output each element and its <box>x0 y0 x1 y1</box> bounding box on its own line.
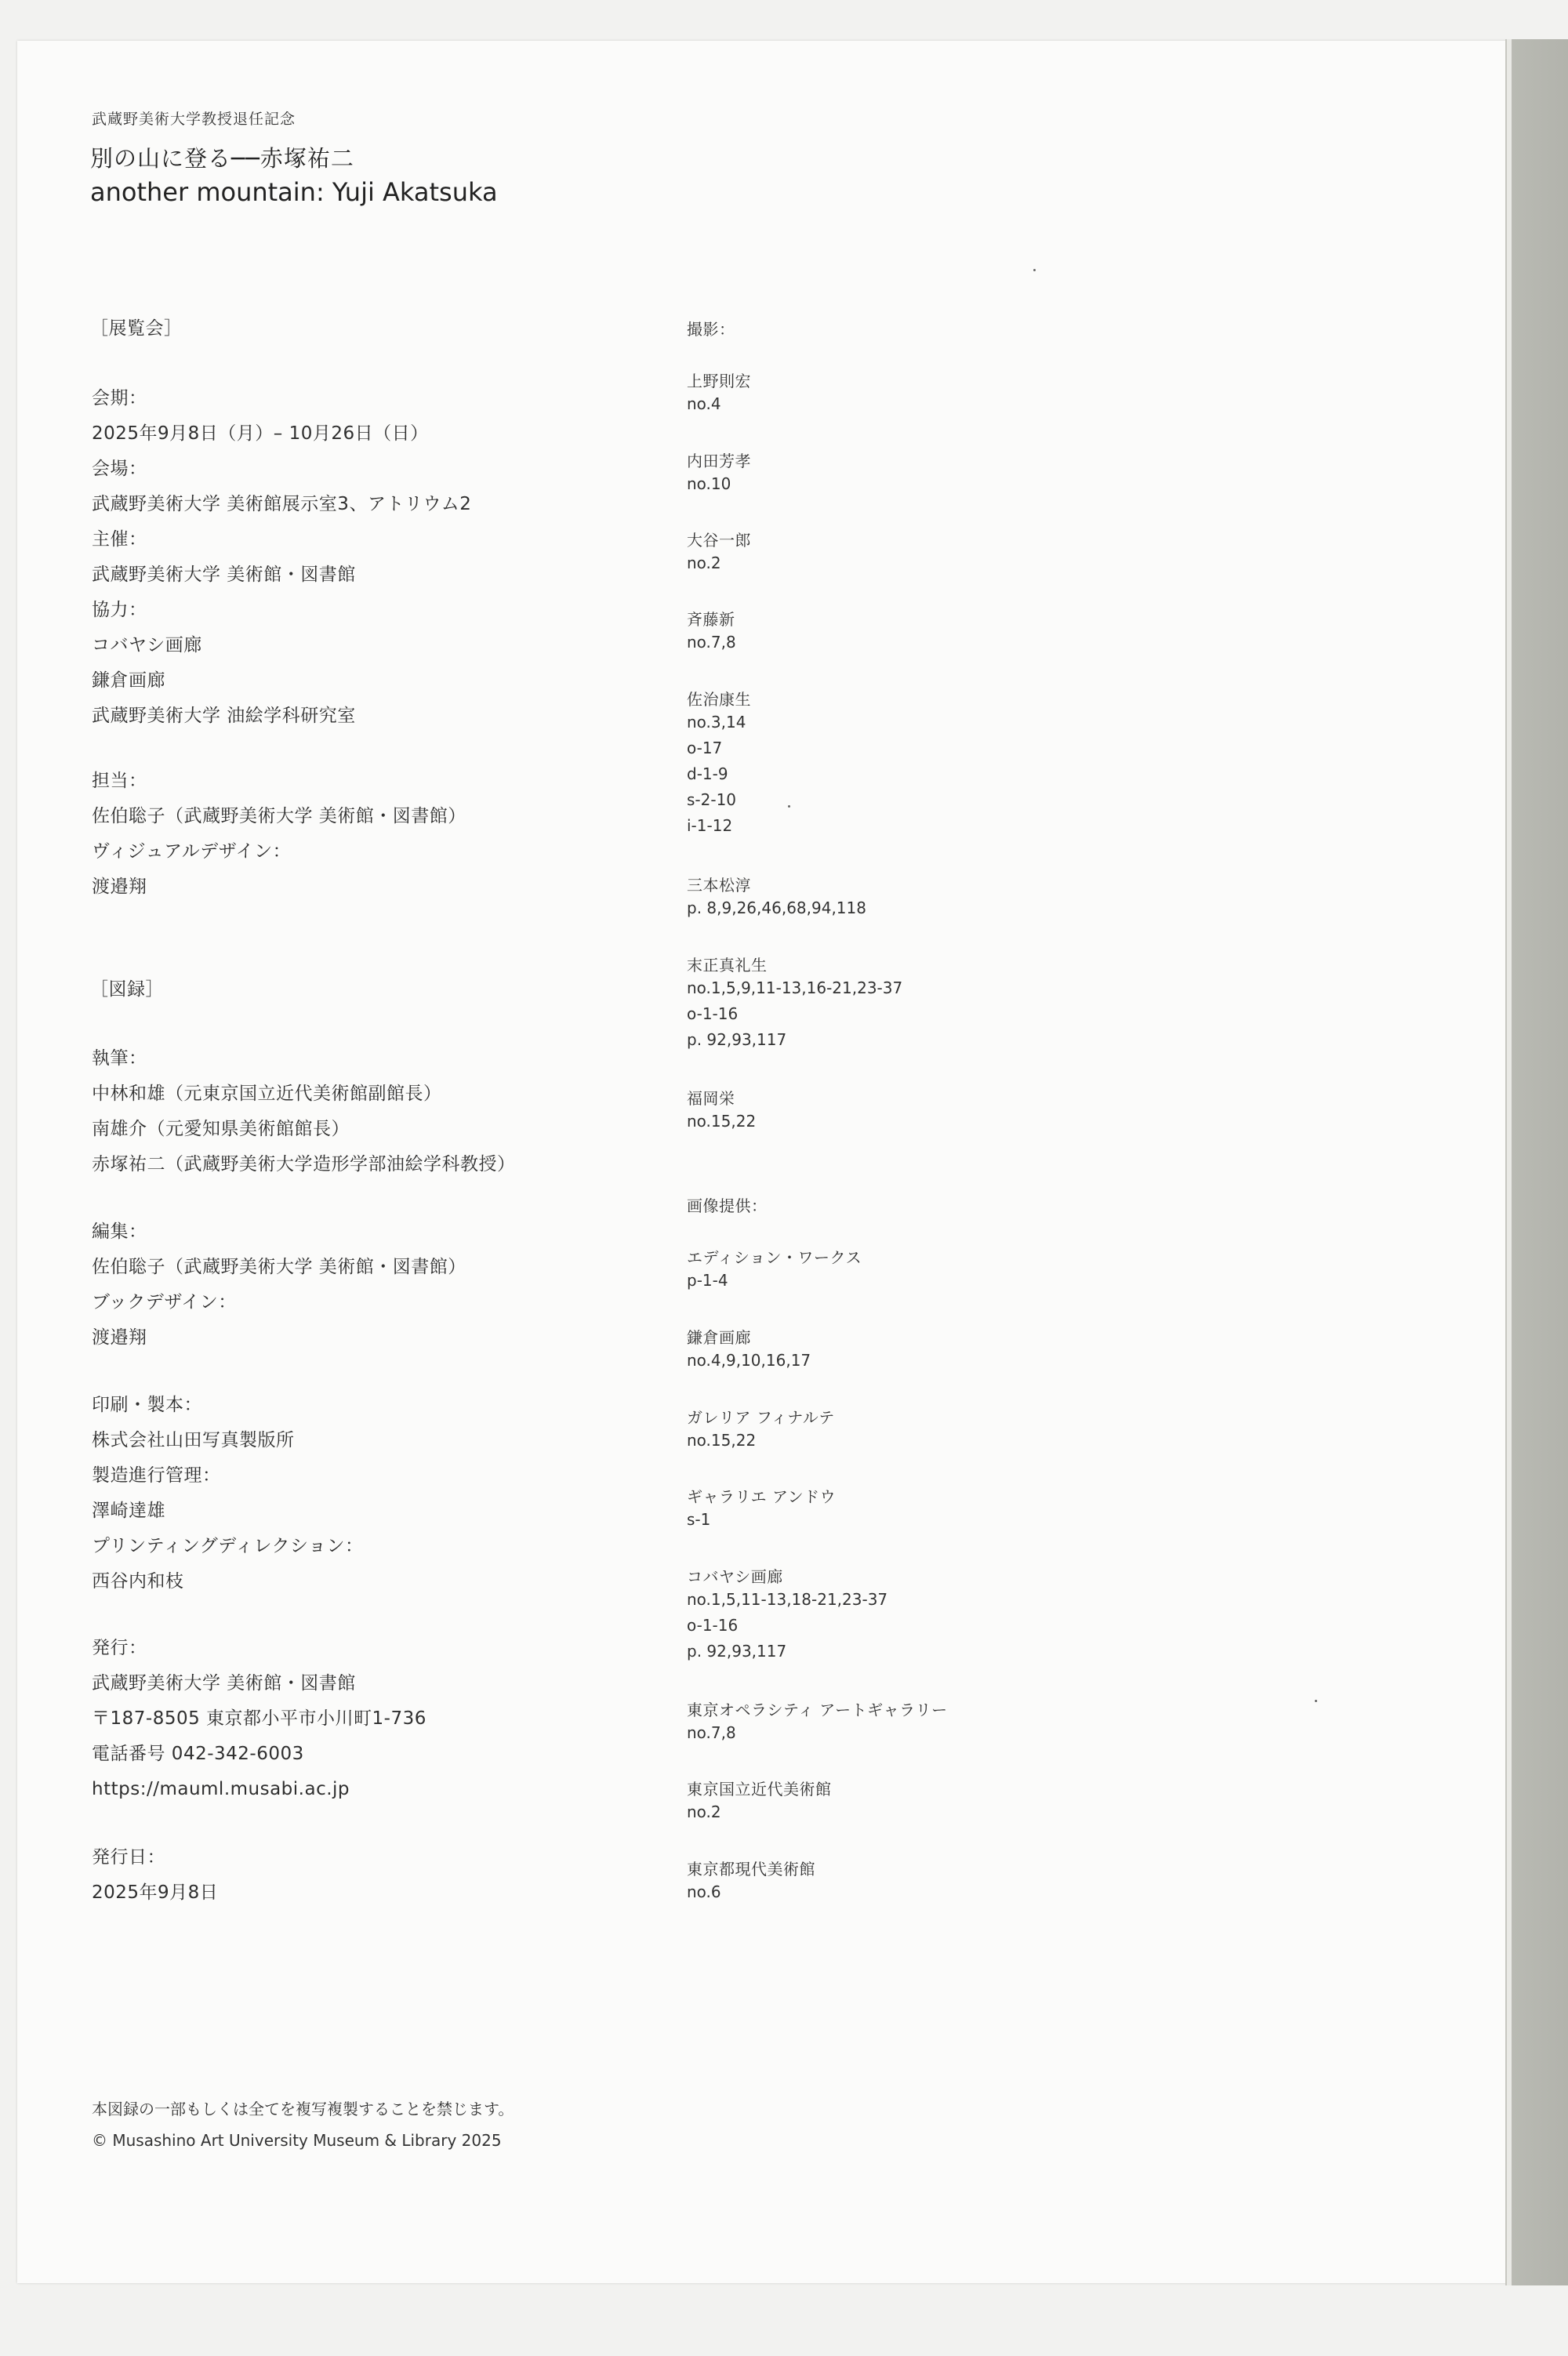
credit-line: i-1-12 <box>687 816 733 835</box>
paper-speck <box>788 805 790 808</box>
catalogue-heading: ［図録］ <box>90 979 164 1000</box>
book-designer-value: 渡邉翔 <box>92 1327 147 1348</box>
date-value: 2025年9月8日 <box>92 1882 219 1903</box>
publisher-block <box>92 1631 426 1807</box>
credit-line: no.3,14 <box>687 713 746 731</box>
book-design-label: ブックデザイン： <box>92 1292 237 1312</box>
credit-line: s-1 <box>687 1510 711 1529</box>
header-subtitle: 武蔵野美術大学教授退任記念 <box>92 111 296 128</box>
copy-notice: 本図録の一部もしくは全てを複写複製することを禁じます。 <box>92 2100 514 2118</box>
cooperation-item: コバヤシ画廊 <box>92 635 202 655</box>
writers-block <box>92 1041 516 1182</box>
photo-credit <box>687 687 751 839</box>
title-english: another mountain: Yuji Akatsuka <box>90 177 498 207</box>
credit-line: no.2 <box>687 554 721 572</box>
venue-label: 会場： <box>92 459 147 479</box>
editing-block <box>92 1214 466 1356</box>
image-credit <box>687 1564 887 1664</box>
photographer-name: 大谷一郎 <box>687 531 751 550</box>
visual-design-value: 渡邉翔 <box>92 877 147 897</box>
photo-credit <box>687 873 866 921</box>
credit-line: no.6 <box>687 1882 721 1901</box>
credit-line: no.15,22 <box>687 1431 757 1450</box>
credit-line: no.7,8 <box>687 633 736 652</box>
cooperation-item: 鎌倉画廊 <box>92 670 165 691</box>
photographer-name: 佐治康生 <box>687 690 751 709</box>
image-credit <box>687 1484 836 1533</box>
production-value: 澤崎達雄 <box>92 1501 165 1521</box>
cooperation-label: 協力： <box>92 600 147 620</box>
credit-line: no.15,22 <box>687 1112 757 1131</box>
credit-line: p. 92,93,117 <box>687 1642 787 1661</box>
credit-line: s-2-10 <box>687 790 737 809</box>
venue-value: 武蔵野美術大学 美術館展示室3、アトリウム2 <box>92 494 472 514</box>
photographer-name: 福岡栄 <box>687 1089 735 1108</box>
publisher-value: 武蔵野美術大学 美術館・図書館 <box>92 1673 356 1693</box>
photo-credit <box>687 953 902 1053</box>
credit-line: p. 92,93,117 <box>687 1030 787 1049</box>
writer: 南雄介（元愛知県美術館館長） <box>92 1119 350 1139</box>
credit-line: no.10 <box>687 474 731 493</box>
date-block <box>92 1840 218 1911</box>
paper-speck <box>1033 269 1036 271</box>
credit-line: no.1,5,9,11-13,16-21,23-37 <box>687 978 903 997</box>
printer-value: 株式会社山田写真製版所 <box>92 1430 295 1450</box>
image-credit <box>687 1857 815 1905</box>
writer: 中林和雄（元東京国立近代美術館副館長） <box>92 1084 442 1104</box>
publisher-label: 発行： <box>92 1638 147 1658</box>
credit-line: no.1,5,11-13,18-21,23-37 <box>687 1590 888 1609</box>
curator-value: 佐伯聡子（武蔵野美術大学 美術館・図書館） <box>92 806 466 826</box>
organizer-value: 武蔵野美術大学 美術館・図書館 <box>92 564 356 585</box>
url-value: https://mauml.musabi.ac.jp <box>92 1779 350 1799</box>
photographer-name: 内田芳孝 <box>687 452 751 470</box>
exhibition-heading: ［展覧会］ <box>90 318 183 339</box>
title-japanese: 別の山に登る──赤塚祐二 <box>90 145 354 172</box>
phone-value: 電話番号 042-342-6003 <box>92 1744 304 1764</box>
provider-name: 鎌倉画廊 <box>687 1328 751 1347</box>
provider-name: エディション・ワークス <box>687 1248 862 1267</box>
credit-line: o-1-16 <box>687 1616 739 1635</box>
credit-line: d-1-9 <box>687 764 728 783</box>
image-credit <box>687 1405 835 1454</box>
staff-block <box>92 764 466 905</box>
photo-credit <box>687 528 751 576</box>
provider-name: コバヤシ画廊 <box>687 1567 783 1586</box>
editing-label: 編集： <box>92 1222 147 1242</box>
organizer-label: 主催： <box>92 529 147 550</box>
provider-name: ガレリア フィナルテ <box>687 1408 835 1427</box>
photographer-name: 上野則宏 <box>687 372 751 390</box>
production-label: 製造進行管理： <box>92 1465 221 1486</box>
image-credit <box>687 1697 948 1746</box>
exhibition-block <box>92 381 471 734</box>
photo-credit <box>687 1086 756 1134</box>
book-spine <box>1505 39 1568 2285</box>
photo-credit <box>687 368 751 417</box>
photographer-name: 斉藤新 <box>687 610 735 629</box>
credit-line: no.4,9,10,16,17 <box>687 1351 811 1370</box>
images-heading: 画像提供： <box>687 1196 768 1215</box>
writing-label: 執筆： <box>92 1048 147 1069</box>
footer <box>92 2093 514 2156</box>
credit-line: p-1-4 <box>687 1271 728 1290</box>
cooperation-item: 武蔵野美術大学 油絵学科研究室 <box>92 706 356 726</box>
period-value: 2025年9月8日（月）– 10月26日（日） <box>92 423 429 444</box>
provider-name: 東京都現代美術館 <box>687 1860 815 1879</box>
provider-name: ギャラリエ アンドウ <box>687 1487 837 1506</box>
credit-line: o-1-16 <box>687 1004 739 1023</box>
credit-line: p. 8,9,26,46,68,94,118 <box>687 898 866 917</box>
printing-block <box>92 1388 364 1599</box>
image-credit <box>687 1777 832 1825</box>
image-credit <box>687 1245 862 1294</box>
paper-speck <box>1315 1700 1317 1702</box>
photography-heading: 撮影： <box>687 320 735 339</box>
provider-name: 東京国立近代美術館 <box>687 1780 832 1799</box>
printing-label: 印刷・製本： <box>92 1395 202 1415</box>
copyright: © Musashino Art University Museum & Library 2025 <box>92 2131 502 2150</box>
photo-credit <box>687 448 751 497</box>
printing-director-value: 西谷内和枝 <box>92 1571 184 1592</box>
provider-name: 東京オペラシティ アートギャラリー <box>687 1701 948 1719</box>
photographer-name: 三本松淳 <box>687 876 751 895</box>
photo-credit <box>687 607 736 655</box>
period-label: 会期： <box>92 388 147 408</box>
curator-label: 担当： <box>92 771 147 791</box>
editor-value: 佐伯聡子（武蔵野美術大学 美術館・図書館） <box>92 1257 466 1277</box>
credit-line: no.2 <box>687 1802 721 1821</box>
photographer-name: 末正真礼生 <box>687 956 768 975</box>
date-label: 発行日： <box>92 1847 165 1868</box>
credit-line: o-17 <box>687 739 723 757</box>
address-value: 〒187-8505 東京都小平市小川町1-736 <box>92 1708 426 1729</box>
visual-design-label: ヴィジュアルデザイン： <box>92 841 292 862</box>
credit-line: no.7,8 <box>687 1723 736 1742</box>
page-edge <box>1507 39 1512 2285</box>
printing-direction-label: プリンティングディレクション： <box>92 1536 364 1556</box>
writer: 赤塚祐二（武蔵野美術大学造形学部油絵学科教授） <box>92 1154 516 1174</box>
image-credit <box>687 1325 811 1374</box>
credit-line: no.4 <box>687 394 721 413</box>
